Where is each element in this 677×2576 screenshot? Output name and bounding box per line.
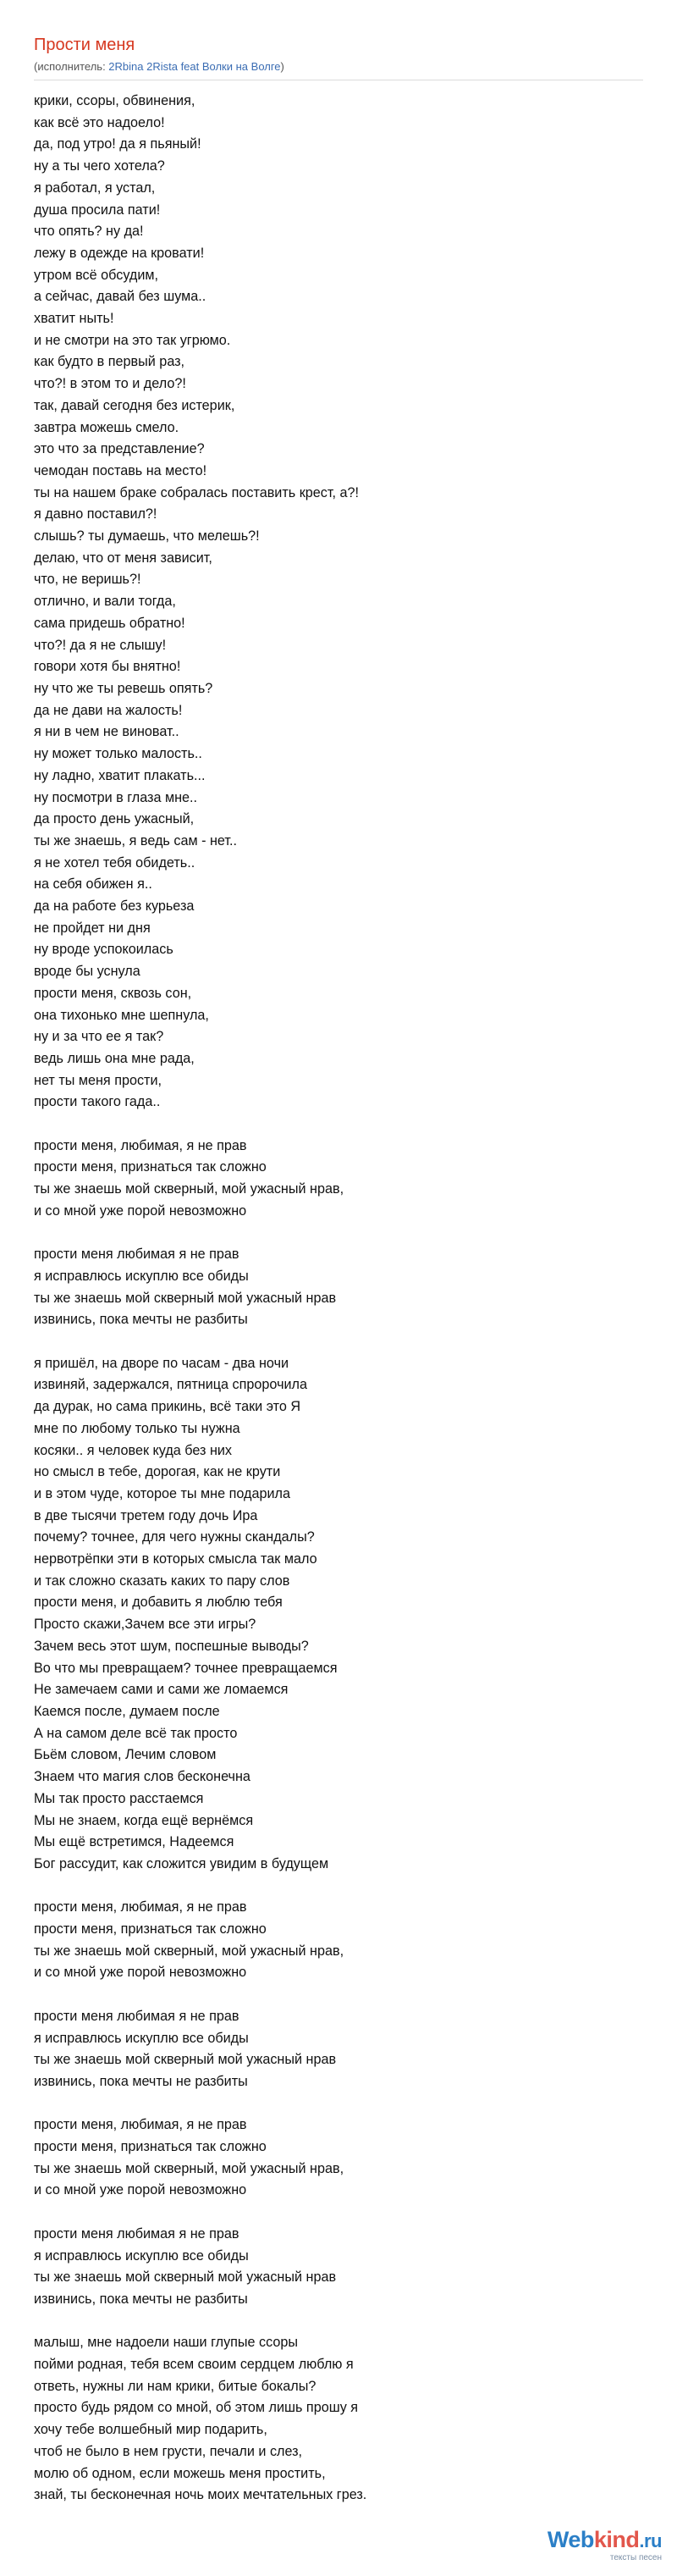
lyric-line: ну может только малость.. bbox=[34, 746, 202, 762]
lyric-line: как всё это надоело! bbox=[34, 114, 165, 130]
lyric-line: прости меня, признаться так сложно bbox=[34, 1159, 267, 1175]
lyric-line: Каемся после, думаем после bbox=[34, 1703, 220, 1719]
lyric-line: прости такого гада.. bbox=[34, 1094, 161, 1110]
lyric-line: прости меня любимая я не прав bbox=[34, 1247, 239, 1263]
lyric-line: ну посмотри в глаза мне.. bbox=[34, 789, 198, 805]
artist-suffix: ) bbox=[280, 60, 284, 73]
lyric-line: извинись, пока мечты не разбиты bbox=[34, 1312, 248, 1328]
lyric-line: утром всё обсудим, bbox=[34, 267, 159, 283]
lyric-line: прости меня, сквозь сон, bbox=[34, 985, 192, 1001]
lyric-line: Мы не знаем, когда ещё вернёмся bbox=[34, 1812, 254, 1828]
lyric-line: прости меня, признаться так сложно bbox=[34, 1921, 267, 1937]
lyric-line: что?! в этом то и дело?! bbox=[34, 376, 186, 392]
lyric-line: Знаем что магия слов бесконечна bbox=[34, 1769, 250, 1785]
lyric-line: да не дави на жалость! bbox=[34, 702, 183, 718]
lyric-line: Зачем весь этот шум, поспешные выводы? bbox=[34, 1638, 309, 1654]
stanza-gap bbox=[34, 1223, 643, 1245]
lyric-line: я пришёл, на дворе по часам - два ночи bbox=[34, 1355, 289, 1371]
lyric-line: как будто в первый раз, bbox=[34, 354, 185, 370]
lyric-line: прости меня, любимая, я не прав bbox=[34, 1899, 247, 1915]
lyric-line: да, под утро! да я пьяный! bbox=[34, 136, 201, 152]
lyric-line: нервотрёпки эти в которых смысла так мало bbox=[34, 1551, 317, 1567]
lyric-line: ты же знаешь мой скверный мой ужасный нрав bbox=[34, 1290, 337, 1306]
lyric-line: да просто день ужасный, bbox=[34, 811, 195, 827]
lyric-line: ты же знаешь мой скверный, мой ужасный нрав, bbox=[34, 1943, 344, 1959]
lyric-line: пойми родная, тебя всем своим сердцем люблю я bbox=[34, 2357, 354, 2372]
lyric-line: прости меня, признаться так сложно bbox=[34, 2139, 267, 2154]
lyric-line: что опять? ну да! bbox=[34, 224, 144, 240]
lyric-line: душа просила пати! bbox=[34, 202, 161, 218]
lyric-line: я не хотел тебя обидеть.. bbox=[34, 854, 195, 871]
lyric-line: и в этом чуде, которое ты мне подарила bbox=[34, 1485, 290, 1501]
lyric-line: я исправлюсь искуплю все обиды bbox=[34, 2247, 249, 2264]
stanza-gap bbox=[34, 1876, 643, 1898]
lyric-line: прости меня, любимая, я не прав bbox=[34, 1137, 247, 1153]
stanza-gap bbox=[34, 1114, 643, 1136]
lyric-line: ты же знаешь мой скверный, мой ужасный нрав, bbox=[34, 1181, 344, 1197]
lyric-line: завтра можешь смело. bbox=[34, 419, 179, 435]
lyric-line: Мы так просто расстаемся bbox=[34, 1790, 204, 1806]
lyric-line: просто будь рядом со мной, об этом лишь прошу я bbox=[34, 2400, 359, 2416]
lyric-line: ты же знаешь мой скверный мой ужасный нрав bbox=[34, 2052, 337, 2068]
lyric-line: да на работе без курьеза bbox=[34, 898, 195, 915]
lyric-line: лежу в одежде на кровати! bbox=[34, 245, 205, 261]
lyric-line: извиняй, задержался, пятница спророчила bbox=[34, 1377, 307, 1393]
lyrics-text bbox=[34, 91, 643, 2507]
lyric-line: ответь, нужны ли нам крики, битые бокалы? bbox=[34, 2378, 316, 2394]
lyric-line: делаю, что от меня зависит, bbox=[34, 550, 212, 566]
lyric-line: ты на нашем браке собралась поставить крест, а?! bbox=[34, 484, 359, 500]
lyric-line: я исправлюсь искуплю все обиды bbox=[34, 2030, 249, 2046]
lyric-line: это что за представление? bbox=[34, 441, 205, 457]
lyric-line: она тихонько мне шепнула, bbox=[34, 1007, 209, 1023]
lyric-line: прости меня любимая я не прав bbox=[34, 2008, 239, 2024]
lyric-line: хочу тебе волшебный мир подарить, bbox=[34, 2422, 267, 2438]
lyric-line: нет ты меня прости, bbox=[34, 1072, 162, 1088]
lyric-line: да дурак, но сама прикинь, всё таки это Я bbox=[34, 1399, 301, 1415]
lyric-line: прости меня, и добавить я люблю тебя bbox=[34, 1595, 283, 1611]
lyric-line: Мы ещё встретимся, Надеемся bbox=[34, 1834, 234, 1850]
lyric-line: прости меня любимая я не прав bbox=[34, 2225, 239, 2242]
lyric-line: слышь? ты думаешь, что мелешь?! bbox=[34, 528, 260, 544]
lyric-line: не пройдет ни дня bbox=[34, 920, 151, 936]
lyric-line: Просто скажи,Зачем все эти игры? bbox=[34, 1617, 256, 1633]
lyric-line: и со мной уже порой невозможно bbox=[34, 1202, 247, 1219]
lyric-line: знай, ты бесконечная ночь моих мечтательных грез. bbox=[34, 2487, 367, 2503]
lyric-line: чтоб не было в нем грусти, печали и слез, bbox=[34, 2443, 303, 2459]
stanza-gap bbox=[34, 2093, 643, 2115]
lyric-line: молю об одном, если можешь меня простить, bbox=[34, 2465, 326, 2481]
lyric-line: вроде бы уснула bbox=[34, 964, 140, 980]
lyric-line: говори хотя бы внятно! bbox=[34, 659, 181, 675]
logo-subtitle: тексты песен bbox=[609, 2553, 662, 2562]
lyric-line: малыш, мне надоели наши глупые ссоры bbox=[34, 2335, 299, 2351]
lyric-line: ты же знаешь, я ведь сам - нет.. bbox=[34, 832, 237, 849]
lyric-line: ну ладно, хватит плакать... bbox=[34, 767, 206, 783]
stanza-gap bbox=[34, 1984, 643, 2006]
lyric-line: А на самом деле всё так просто bbox=[34, 1725, 238, 1741]
lyric-line: ну вроде успокоилась bbox=[34, 942, 173, 958]
lyric-line: отлично, и вали тогда, bbox=[34, 594, 176, 610]
lyric-line: ты же знаешь мой скверный мой ужасный нрав bbox=[34, 2269, 337, 2286]
lyric-line: ну и за что ее я так? bbox=[34, 1029, 164, 1045]
lyric-line: я работал, я устал, bbox=[34, 180, 156, 196]
lyric-line: Во что мы превращаем? точнее превращаемся bbox=[34, 1660, 338, 1676]
lyric-line: ты же знаешь мой скверный, мой ужасный нрав, bbox=[34, 2160, 344, 2176]
lyric-line: косяки.. я человек куда без них bbox=[34, 1442, 233, 1458]
lyric-line: в две тысячи третем году дочь Ира bbox=[34, 1507, 258, 1523]
lyric-line: прости меня, любимая, я не прав bbox=[34, 2117, 247, 2133]
lyric-line: я давно поставил?! bbox=[34, 506, 157, 522]
lyric-line: на себя обижен я.. bbox=[34, 876, 152, 893]
stanza-gap bbox=[34, 2202, 643, 2224]
lyrics-page bbox=[34, 34, 643, 2507]
lyric-line: хватит ныть! bbox=[34, 311, 114, 327]
lyric-line: извинись, пока мечты не разбиты bbox=[34, 2291, 248, 2307]
lyric-line: и не смотри на это так угрюмо. bbox=[34, 332, 231, 348]
lyric-line: Не замечаем сами и сами же ломаемся bbox=[34, 1682, 289, 1698]
lyric-line: Бог рассудит, как сложится увидим в будущем bbox=[34, 1855, 329, 1871]
artist-prefix: (исполнитель: bbox=[34, 60, 109, 73]
lyric-line: крики, ссоры, обвинения, bbox=[34, 93, 195, 108]
lyric-line: чемодан поставь на место! bbox=[34, 462, 207, 478]
lyric-line: Бьём словом, Лечим словом bbox=[34, 1747, 217, 1763]
lyric-line: извинись, пока мечты не разбиты bbox=[34, 2073, 248, 2089]
song-title: Прости меня bbox=[34, 36, 135, 54]
lyric-line: что?! да я не слышу! bbox=[34, 637, 167, 653]
stanza-gap bbox=[34, 2311, 643, 2333]
lyric-line: что, не веришь?! bbox=[34, 572, 141, 588]
lyric-line: я ни в чем не виноват.. bbox=[34, 724, 179, 740]
lyric-line: ведь лишь она мне рада, bbox=[34, 1050, 195, 1066]
lyric-line: мне по любому только ты нужна bbox=[34, 1420, 240, 1436]
stanza-gap bbox=[34, 1331, 643, 1353]
lyric-line: а сейчас, давай без шума.. bbox=[34, 289, 206, 305]
lyric-line: почему? точнее, для чего нужны скандалы? bbox=[34, 1529, 315, 1545]
lyric-line: и со мной уже порой невозможно bbox=[34, 2182, 247, 2198]
lyric-line: и со мной уже порой невозможно bbox=[34, 1965, 247, 1981]
lyric-line: и так сложно сказать каких то пару слов bbox=[34, 1573, 290, 1589]
artist-link[interactable]: 2Rbina 2Rista feat Волки на Волге bbox=[108, 60, 281, 73]
artist-line bbox=[34, 59, 643, 75]
lyric-line: ну что же ты ревешь опять? bbox=[34, 680, 213, 696]
lyric-line: но смысл в тебе, дорогая, как не крути bbox=[34, 1464, 281, 1480]
lyric-line: сама придешь обратно! bbox=[34, 615, 185, 631]
webkind-logo[interactable] bbox=[548, 2528, 662, 2562]
lyric-line: я исправлюсь искуплю все обиды bbox=[34, 1268, 249, 1284]
logo-text: Webkind.ru bbox=[547, 2527, 662, 2552]
lyric-line: так, давай сегодня без истерик, bbox=[34, 397, 235, 413]
lyric-line: ну а ты чего хотела? bbox=[34, 158, 165, 174]
